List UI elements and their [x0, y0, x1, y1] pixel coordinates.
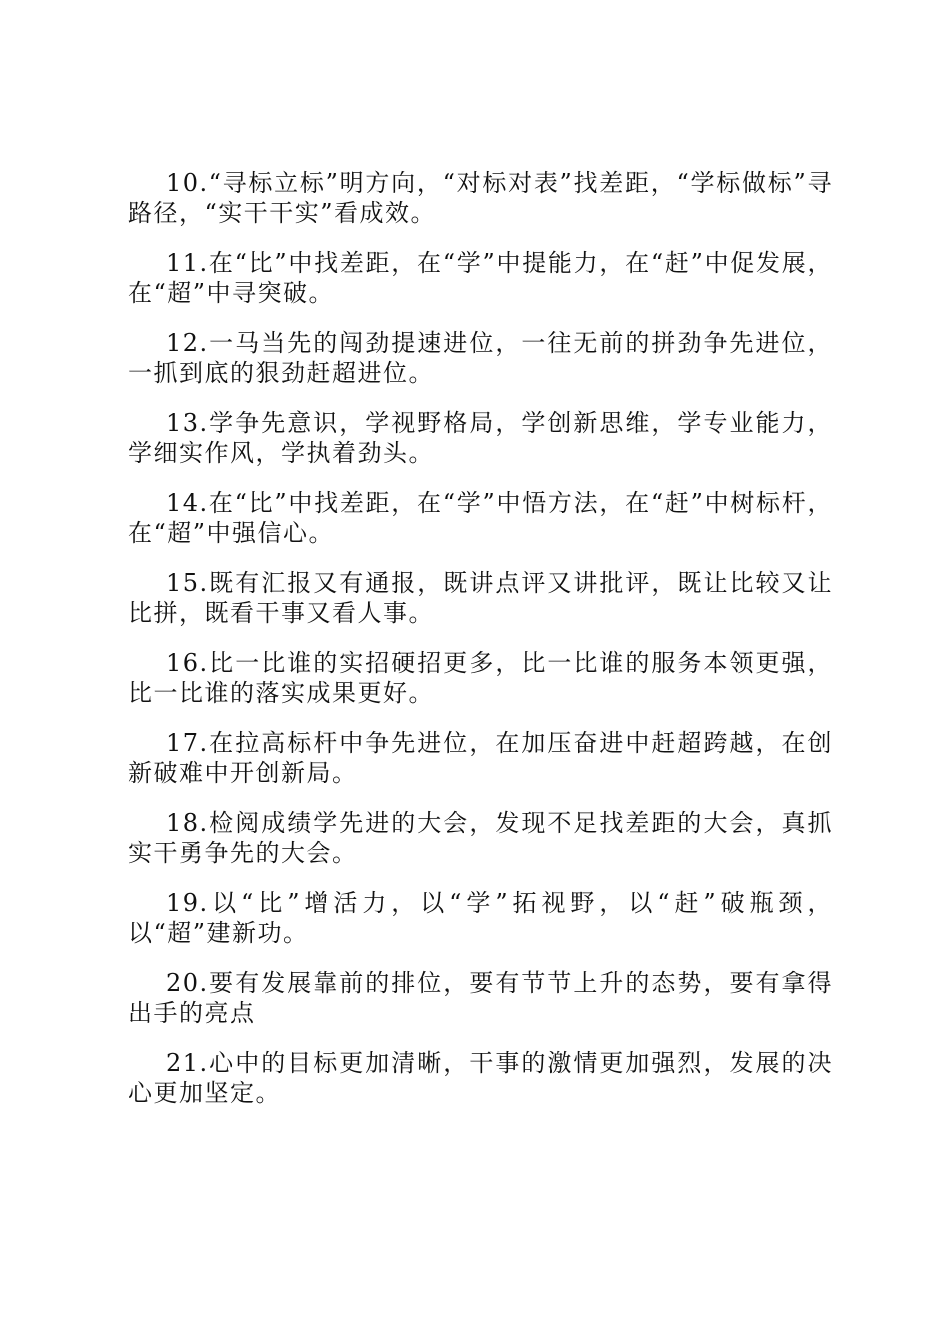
- paragraph-16: 16.比一比谁的实招硬招更多，比一比谁的服务本领更强，比一比谁的落实成果更好。: [128, 649, 833, 707]
- document-body: [128, 168, 833, 1128]
- paragraph-15: 15.既有汇报又有通报，既讲点评又讲批评，既让比较又让比拼，既看干事又看人事。: [128, 569, 833, 627]
- paragraph-10: 10.“寻标立标”明方向，“对标对表”找差距，“学标做标”寻路径，“实干干实”看成效。: [128, 169, 833, 227]
- paragraph-20: 20.要有发展靠前的排位，要有节节上升的态势，要有拿得出手的亮点: [128, 969, 833, 1027]
- paragraph-14: 14.在“比”中找差距，在“学”中悟方法，在“赶”中树标杆，在“超”中强信心。: [128, 489, 833, 547]
- paragraph-13: 13.学争先意识，学视野格局，学创新思维，学专业能力，学细实作风，学执着劲头。: [128, 409, 833, 467]
- paragraph-12: 12.一马当先的闯劲提速进位，一往无前的拼劲争先进位，一抓到底的狠劲赶超进位。: [128, 329, 833, 387]
- paragraph-17: 17.在拉高标杆中争先进位，在加压奋进中赶超跨越，在创新破难中开创新局。: [128, 729, 833, 787]
- paragraph-21: 21.心中的目标更加清晰，干事的激情更加强烈，发展的决心更加坚定。: [128, 1049, 833, 1107]
- paragraph-18: 18.检阅成绩学先进的大会，发现不足找差距的大会，真抓实干勇争先的大会。: [128, 809, 833, 867]
- paragraph-19: 19.以“比”增活力，以“学”拓视野，以“赶”破瓶颈，以“超”建新功。: [128, 889, 833, 947]
- paragraph-11: 11.在“比”中找差距，在“学”中提能力，在“赶”中促发展，在“超”中寻突破。: [128, 249, 833, 307]
